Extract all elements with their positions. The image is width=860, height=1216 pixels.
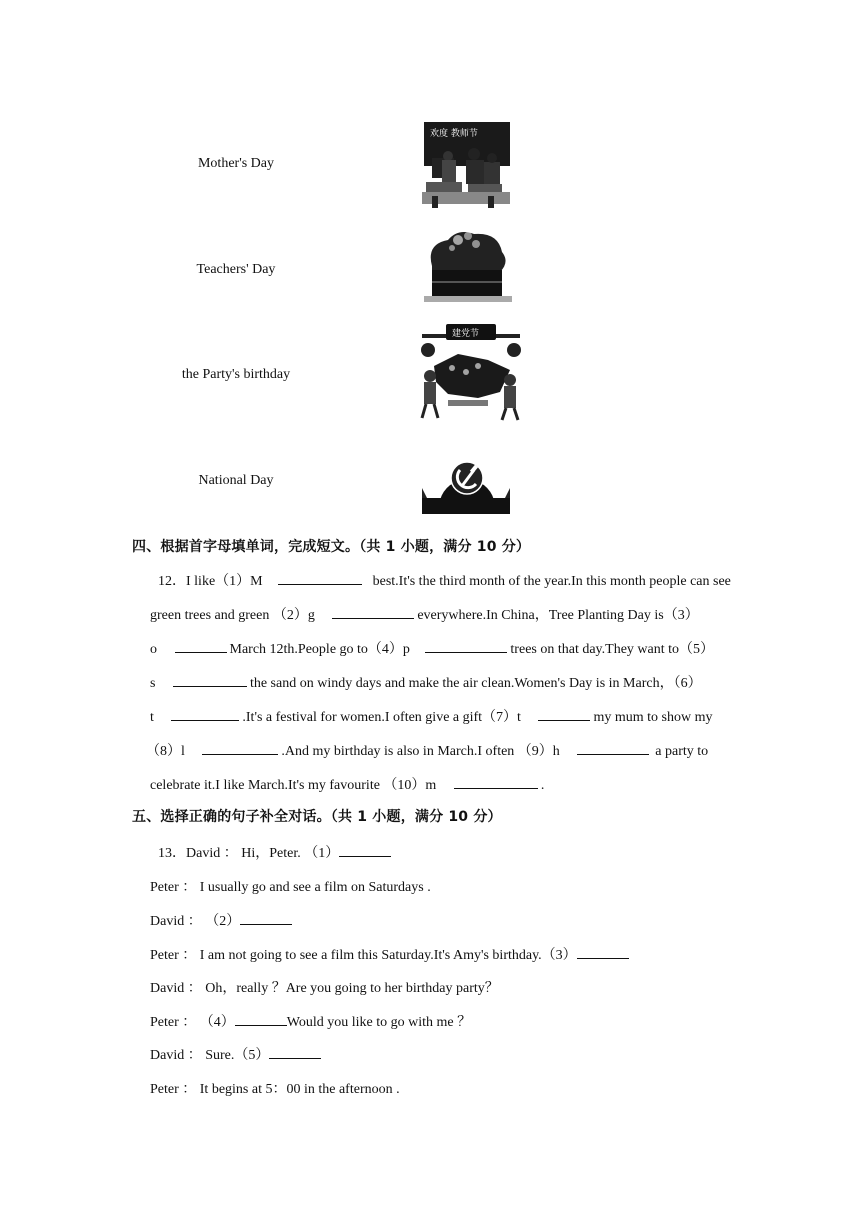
dialogue-line-7: David ： Sure.（5） bbox=[150, 1044, 324, 1064]
match-label: National Day bbox=[198, 473, 274, 488]
answer-blank-1[interactable] bbox=[278, 571, 362, 585]
passage-line-4: s the sand on windy days and make the air clean.Women's Day is in March，（6） bbox=[150, 672, 702, 692]
passage-line-2: green trees and green （2）g everywhere.In China，Tree Planting Day is（3） bbox=[150, 604, 699, 624]
dialogue-line-1: 13．David ： Hi，Peter. （1） bbox=[158, 842, 394, 862]
match-label: Mother's Day bbox=[197, 156, 274, 171]
dialogue-line-6: Peter ： （4） Would you like to go with me ？ bbox=[150, 1011, 471, 1031]
speaker-name: David bbox=[150, 1048, 185, 1063]
children-celebration-picture bbox=[418, 320, 524, 424]
teachers-day-class-picture bbox=[418, 120, 514, 208]
answer-blank-6[interactable] bbox=[171, 707, 239, 721]
flower-basket-picture bbox=[418, 226, 514, 306]
speaker-name: Peter bbox=[150, 1082, 179, 1097]
section-4-title: 四、根据首字母填单词，完成短文。（共 1 小题，满分 10 分） bbox=[132, 539, 531, 555]
hammer-sickle-emblem-picture bbox=[418, 444, 514, 518]
match-label: Teachers' Day bbox=[196, 262, 276, 277]
dialogue-line-5: David ： Oh，really ？Are you going to her birthday party？ bbox=[150, 981, 499, 996]
speaker-name: David bbox=[150, 981, 185, 996]
answer-blank-9[interactable] bbox=[577, 741, 649, 755]
dialogue-line-2: Peter ： I usually go and see a film on Saturdays . bbox=[150, 880, 431, 895]
picture-banner-text: 建党节 bbox=[452, 329, 480, 339]
speaker-name: Peter bbox=[150, 880, 179, 895]
dialogue-blank-3[interactable] bbox=[577, 945, 629, 959]
dialogue-blank-5[interactable] bbox=[269, 1045, 321, 1059]
dialogue-line-3: David ： （2） bbox=[150, 910, 295, 930]
match-label: the Party's birthday bbox=[181, 367, 291, 382]
dialogue-blank-4[interactable] bbox=[235, 1012, 287, 1026]
answer-blank-8[interactable] bbox=[202, 741, 278, 755]
answer-blank-5[interactable] bbox=[173, 673, 247, 687]
answer-blank-10[interactable] bbox=[454, 775, 538, 789]
answer-blank-4[interactable] bbox=[425, 639, 507, 653]
dialogue-line-4: Peter ： I am not going to see a film this Saturday.It's Amy's birthday.（3） bbox=[150, 944, 632, 964]
answer-blank-7[interactable] bbox=[538, 707, 590, 721]
section-5-title: 五、选择正确的句子补全对话。（共 1 小题，满分 10 分） bbox=[132, 809, 502, 825]
answer-blank-2[interactable] bbox=[332, 605, 414, 619]
speaker-name: Peter bbox=[150, 948, 179, 963]
speaker-name: David bbox=[150, 914, 185, 929]
dialogue-line-8: Peter ： It begins at 5：00 in the afternoon . bbox=[150, 1082, 400, 1097]
dialogue-blank-2[interactable] bbox=[240, 911, 292, 925]
passage-line-6: （8）l .And my birthday is also in March.I often （9）h a party to bbox=[146, 740, 708, 760]
passage-line-3: o March 12th.People go to（4）p trees on that day.They want to（5） bbox=[150, 638, 714, 658]
dialogue-blank-1[interactable] bbox=[339, 843, 391, 857]
passage-line-7: celebrate it.I like March.It's my favourite （10）m . bbox=[150, 774, 544, 794]
passage-line-5: t .It's a festival for women.I often give a gift（7）t my mum to show my bbox=[150, 706, 712, 726]
passage-line-1: 12．I like（1）M best.It's the third month of the year.In this month people can see bbox=[158, 570, 731, 590]
speaker-name: 13．David bbox=[158, 846, 221, 861]
speaker-name: Peter bbox=[150, 1015, 179, 1030]
answer-blank-3[interactable] bbox=[175, 639, 227, 653]
picture-banner-text: 欢度 教师节 bbox=[430, 129, 478, 139]
